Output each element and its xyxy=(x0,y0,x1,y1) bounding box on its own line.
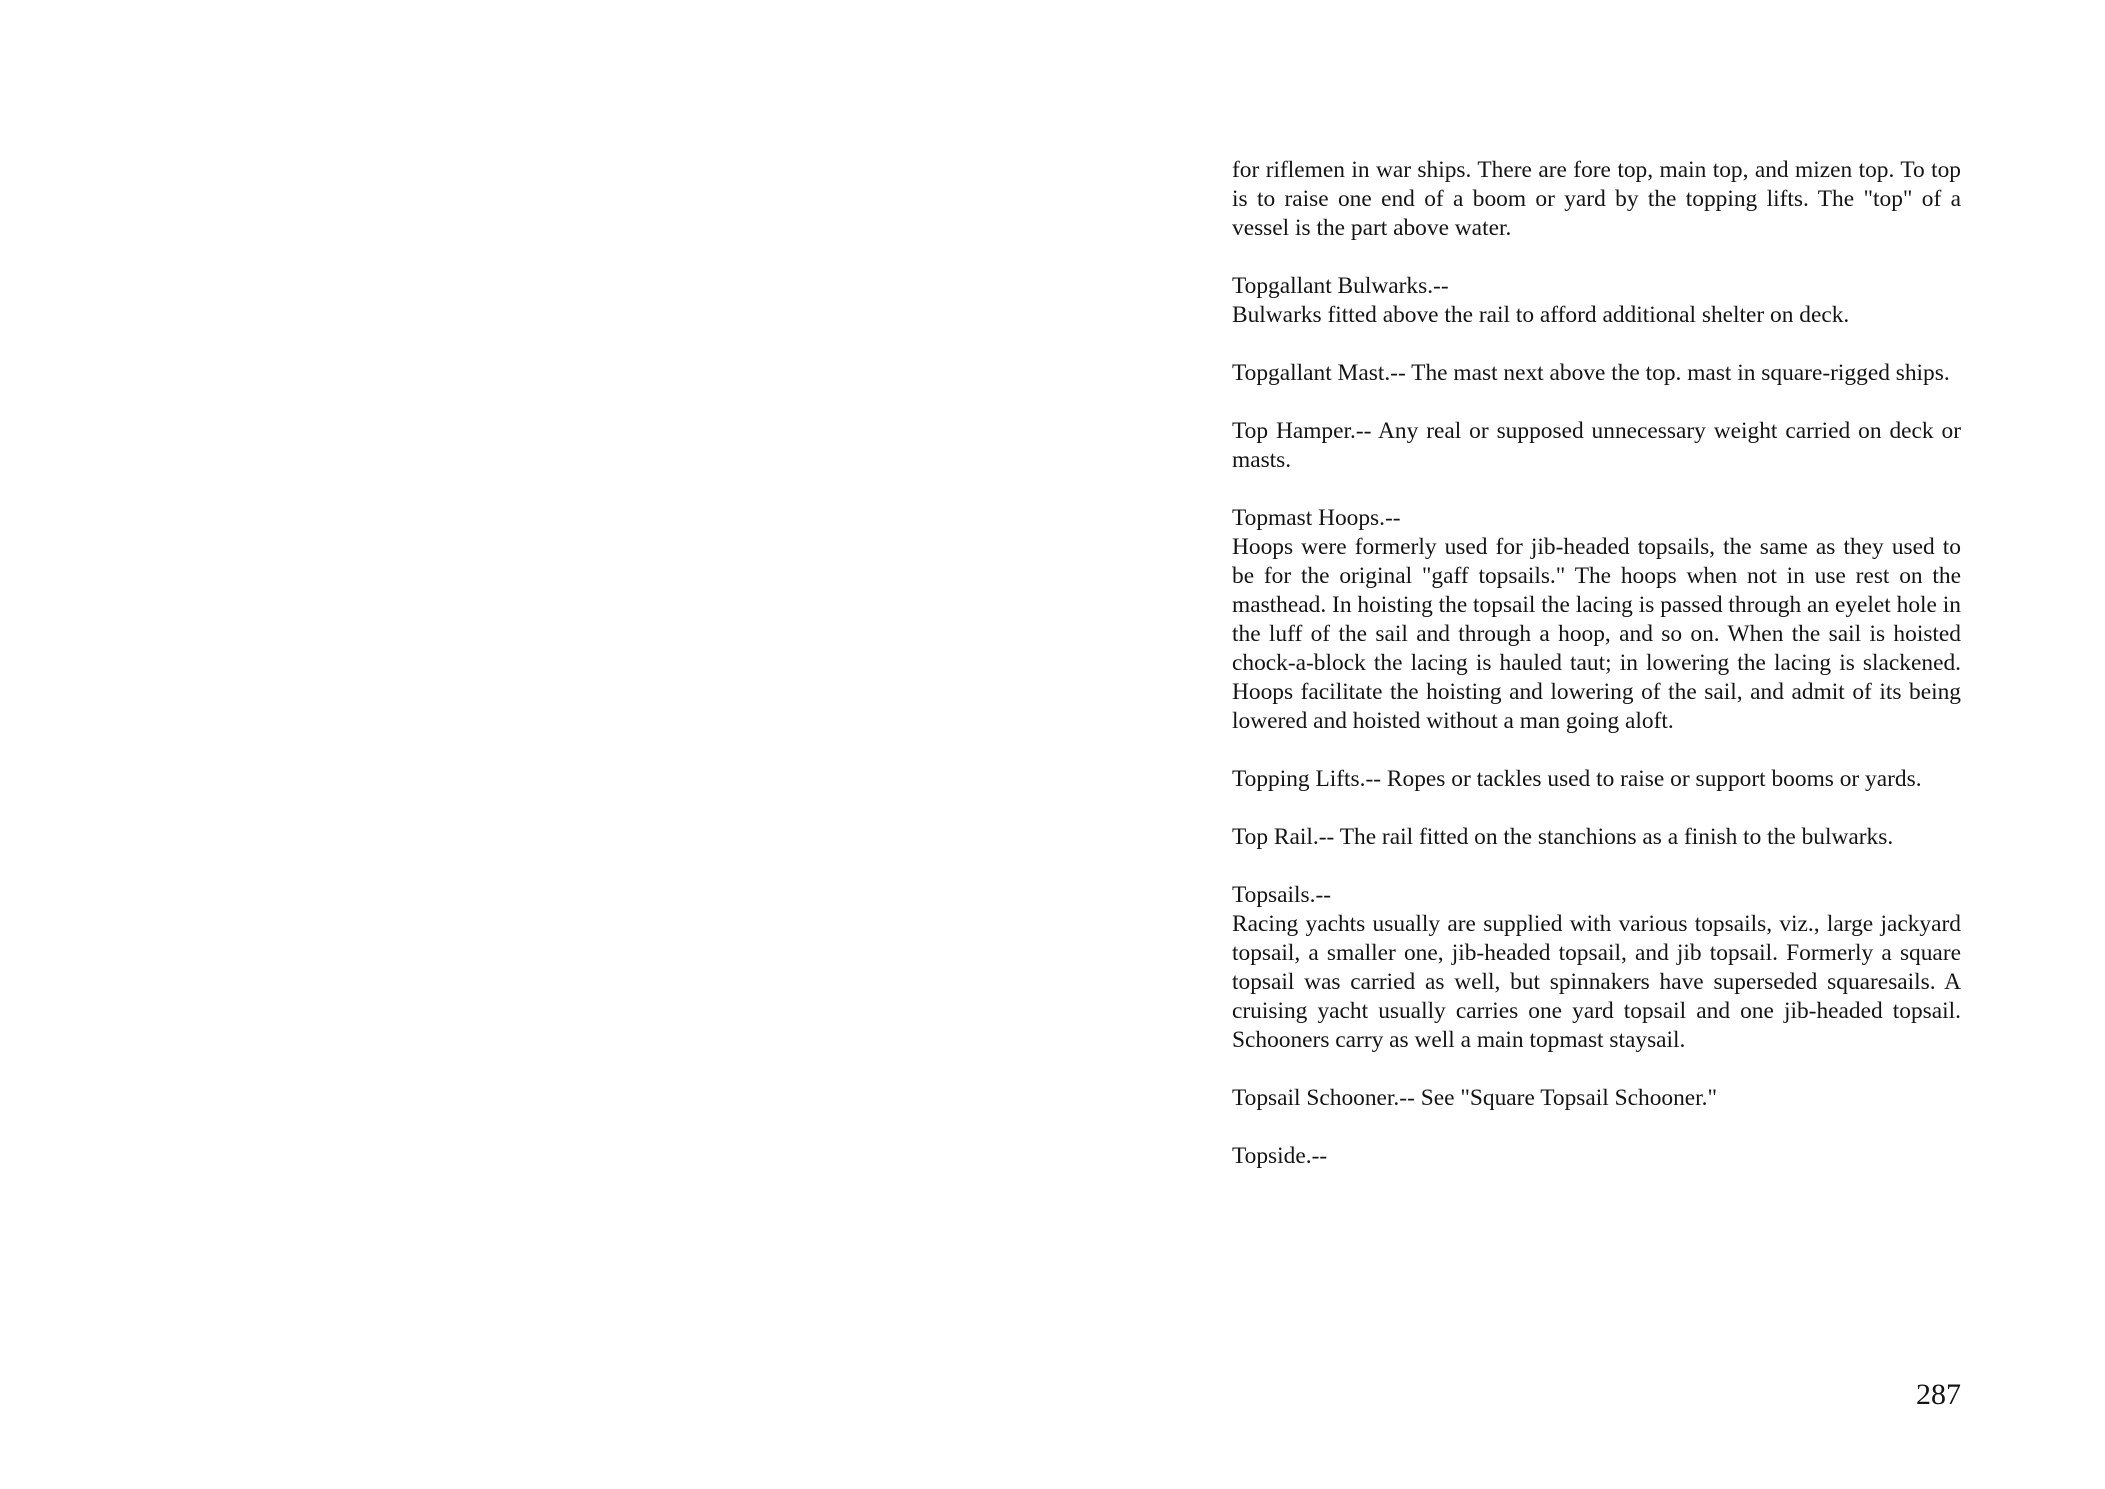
right-page xyxy=(1052,0,2105,1489)
entry-line: Topsail Schooner.-- See "Square Topsail Schooner." xyxy=(1232,1085,1718,1111)
blank-left-page xyxy=(0,0,1052,1489)
entry-topping-lifts xyxy=(1232,765,1961,794)
glossary-text-column xyxy=(1232,156,1961,1171)
entry-line: Top Hamper.-- Any real or supposed unnecessary weight carried on deck or masts. xyxy=(1232,418,1961,473)
entry-line: Topping Lifts.-- Ropes or tackles used to raise or support booms or yards. xyxy=(1232,766,1922,792)
entry-line: Hoops were formerly used for jib-headed topsails, the same as they used to be for the original "gaff topsails." The hoops when not in use rest on the masthead. In hoisting the topsail the lacing is passed through an eyelet hole in the luff of the sail and through a hoop, and so on. When the sail is hoisted chock-a-block the lacing is hauled taut; in lowering the lacing is slackened. Hoops facilitate the hoisting and lowering of the sail, and admit of its being lowered and hoisted without a man going aloft. xyxy=(1232,534,1961,734)
entry-heading: Topmast Hoops.-- xyxy=(1232,505,1401,531)
entry-topmast-hoops xyxy=(1232,504,1961,736)
page-number: 287 xyxy=(1916,1378,1961,1411)
entry-topgallant-mast xyxy=(1232,359,1961,388)
entry-top-rail xyxy=(1232,823,1961,852)
entry-heading: Topside.-- xyxy=(1232,1143,1328,1169)
entry-top-hamper xyxy=(1232,417,1961,475)
entry-heading: Topsails.-- xyxy=(1232,882,1332,908)
entry-topside xyxy=(1232,1142,1961,1171)
entry-top-continuation xyxy=(1232,156,1961,243)
entry-line: Top Rail.-- The rail fitted on the stanchions as a finish to the bulwarks. xyxy=(1232,824,1894,850)
entry-line: Racing yachts usually are supplied with various topsails, viz., large jackyard topsail, a smaller one, jib-headed topsail, and jib topsail. Formerly a square topsail was carried as well, but spinnakers have superseded squaresails. A cruising yacht usually carries one yard topsail and one jib-headed topsail. Schooners carry as well a main topmast staysail. xyxy=(1232,911,1961,1053)
entry-line: for riflemen in war ships. There are fore top, main top, and mizen top. To top is to raise one end of a boom or yard by the topping lifts. The "top" of a vessel is the part above water. xyxy=(1232,157,1961,241)
entry-line: Bulwarks fitted above the rail to afford additional shelter on deck. xyxy=(1232,302,1850,328)
entry-topgallant-bulwarks xyxy=(1232,272,1961,330)
entry-heading: Topgallant Bulwarks.-- xyxy=(1232,273,1449,299)
entry-topsail-schooner xyxy=(1232,1084,1961,1113)
entry-topsails xyxy=(1232,881,1961,1055)
entry-line: Topgallant Mast.-- The mast next above the top. mast in square-rigged ships. xyxy=(1232,360,1950,386)
